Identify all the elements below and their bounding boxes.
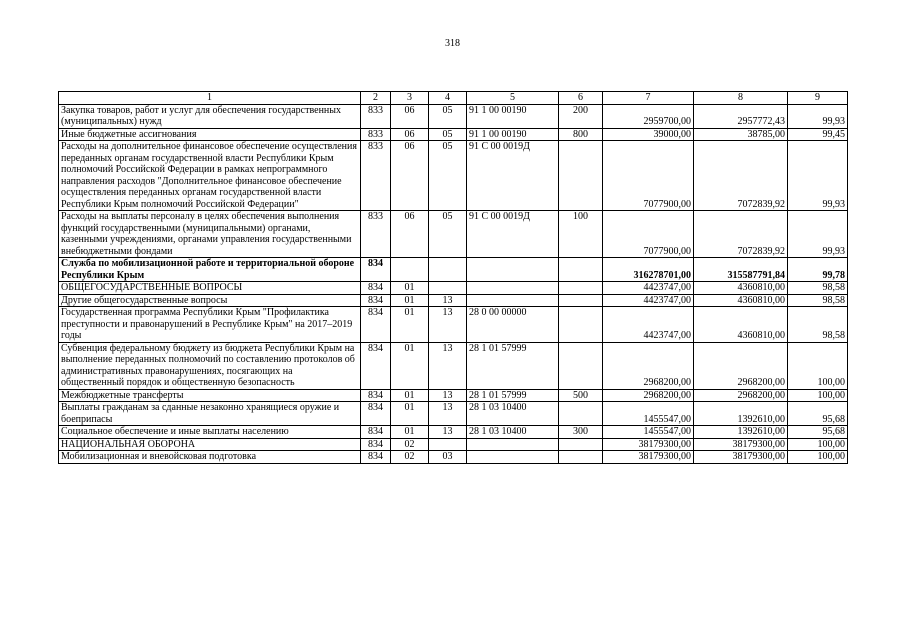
row-section: [391, 258, 429, 282]
row-expense-type: [559, 307, 603, 343]
row-description: Выплаты гражданам за сданные незаконно хранящиеся оружие и боеприпасы: [59, 402, 361, 426]
table-row: [59, 258, 848, 282]
row-admin-code: 834: [361, 426, 391, 439]
row-target-article: 91 С 00 0019Д: [467, 211, 559, 258]
row-description: Государственная программа Республики Крым "Профилактика преступности и правонарушений в Республике Крым" на 2017–2019 годы: [59, 307, 361, 343]
table-row: [59, 451, 848, 464]
row-description: Субвенция федеральному бюджету из бюджета Республики Крым на выполнение переданных полномочий по составлению протоколов об административных правонарушениях, посягающих на общественный порядок и общественную безопасность: [59, 342, 361, 389]
row-expense-type: [559, 258, 603, 282]
row-executed-amount: 2968200,00: [694, 342, 788, 389]
row-executed-amount: 38785,00: [694, 128, 788, 141]
row-subsection: 13: [429, 402, 467, 426]
table-row: [59, 438, 848, 451]
row-description: Другие общегосударственные вопросы: [59, 294, 361, 307]
row-admin-code: 833: [361, 141, 391, 211]
row-execution-percent: 95,68: [788, 402, 848, 426]
row-subsection: 13: [429, 426, 467, 439]
row-target-article: 28 1 01 57999: [467, 389, 559, 402]
row-section: 01: [391, 307, 429, 343]
row-executed-amount: 315587791,84: [694, 258, 788, 282]
row-description: Расходы на выплаты персоналу в целях обеспечения выполнения функций государственными (муниципальными) органами, казенными учреждениями, органами управления государственными внебюджетными фондами: [59, 211, 361, 258]
row-planned-amount: 2968200,00: [603, 389, 694, 402]
header-cell-1: 1: [59, 92, 361, 105]
row-description: Межбюджетные трансферты: [59, 389, 361, 402]
row-section: 02: [391, 451, 429, 464]
row-section: 01: [391, 389, 429, 402]
page-number: 318: [445, 38, 460, 49]
row-executed-amount: 4360810,00: [694, 282, 788, 295]
row-executed-amount: 1392610,00: [694, 402, 788, 426]
row-expense-type: 100: [559, 211, 603, 258]
row-target-article: 91 1 00 00190: [467, 104, 559, 128]
row-admin-code: 834: [361, 282, 391, 295]
row-execution-percent: 99,93: [788, 211, 848, 258]
row-section: 06: [391, 104, 429, 128]
header-cell-6: 6: [559, 92, 603, 105]
row-section: 01: [391, 342, 429, 389]
row-description: Расходы на дополнительное финансовое обеспечение осуществления переданных органам государственной власти Республики Крым полномочий Российской Федерации в рамках непрограммного направления расходов "Дополнительное финансовое обеспечение осуществления переданных органам государственной власти Республики Крым полномочий Российской Федерации": [59, 141, 361, 211]
row-target-article: 91 1 00 00190: [467, 128, 559, 141]
row-expense-type: [559, 438, 603, 451]
row-execution-percent: 100,00: [788, 451, 848, 464]
table-row: [59, 389, 848, 402]
row-expense-type: 200: [559, 104, 603, 128]
row-section: 01: [391, 294, 429, 307]
table-row: [59, 402, 848, 426]
row-target-article: 28 1 01 57999: [467, 342, 559, 389]
table-row: [59, 294, 848, 307]
row-target-article: 28 1 03 10400: [467, 402, 559, 426]
row-admin-code: 834: [361, 258, 391, 282]
row-admin-code: 834: [361, 389, 391, 402]
row-subsection: 03: [429, 451, 467, 464]
table-row: [59, 426, 848, 439]
header-cell-8: 8: [694, 92, 788, 105]
row-subsection: 13: [429, 342, 467, 389]
row-execution-percent: 100,00: [788, 438, 848, 451]
row-execution-percent: 99,45: [788, 128, 848, 141]
budget-table: [58, 91, 848, 464]
row-target-article: 91 С 00 0019Д: [467, 141, 559, 211]
row-planned-amount: 2968200,00: [603, 342, 694, 389]
row-description: Мобилизационная и вневойсковая подготовка: [59, 451, 361, 464]
row-target-article: [467, 438, 559, 451]
row-admin-code: 834: [361, 451, 391, 464]
row-admin-code: 833: [361, 104, 391, 128]
header-cell-2: 2: [361, 92, 391, 105]
row-subsection: 13: [429, 389, 467, 402]
row-section: 01: [391, 402, 429, 426]
row-planned-amount: 1455547,00: [603, 402, 694, 426]
row-execution-percent: 98,58: [788, 282, 848, 295]
table-row: [59, 141, 848, 211]
row-section: 06: [391, 211, 429, 258]
row-planned-amount: 39000,00: [603, 128, 694, 141]
table-row: [59, 104, 848, 128]
row-target-article: [467, 294, 559, 307]
row-expense-type: [559, 402, 603, 426]
row-section: 01: [391, 282, 429, 295]
row-admin-code: 834: [361, 294, 391, 307]
header-cell-4: 4: [429, 92, 467, 105]
row-subsection: [429, 282, 467, 295]
row-admin-code: 834: [361, 402, 391, 426]
row-planned-amount: 38179300,00: [603, 451, 694, 464]
row-planned-amount: 7077900,00: [603, 141, 694, 211]
row-execution-percent: 95,68: [788, 426, 848, 439]
row-subsection: 05: [429, 128, 467, 141]
row-executed-amount: 4360810,00: [694, 294, 788, 307]
table-row: [59, 282, 848, 295]
row-expense-type: [559, 282, 603, 295]
row-execution-percent: 99,78: [788, 258, 848, 282]
row-target-article: 28 1 03 10400: [467, 426, 559, 439]
row-admin-code: 834: [361, 438, 391, 451]
row-executed-amount: 4360810,00: [694, 307, 788, 343]
header-cell-5: 5: [467, 92, 559, 105]
row-planned-amount: 2959700,00: [603, 104, 694, 128]
header-cell-9: 9: [788, 92, 848, 105]
table-row: [59, 342, 848, 389]
row-description: Закупка товаров, работ и услуг для обеспечения государственных (муниципальных) нужд: [59, 104, 361, 128]
row-subsection: 05: [429, 141, 467, 211]
row-subsection: 13: [429, 307, 467, 343]
row-target-article: [467, 282, 559, 295]
row-admin-code: 833: [361, 211, 391, 258]
row-section: 06: [391, 128, 429, 141]
row-expense-type: 500: [559, 389, 603, 402]
row-admin-code: 834: [361, 342, 391, 389]
row-section: 01: [391, 426, 429, 439]
row-planned-amount: 4423747,00: [603, 307, 694, 343]
row-planned-amount: 7077900,00: [603, 211, 694, 258]
header-row: [59, 92, 848, 105]
row-executed-amount: 7072839,92: [694, 141, 788, 211]
row-description: НАЦИОНАЛЬНАЯ ОБОРОНА: [59, 438, 361, 451]
table-row: [59, 128, 848, 141]
header-cell-7: 7: [603, 92, 694, 105]
row-target-article: 28 0 00 00000: [467, 307, 559, 343]
row-target-article: [467, 451, 559, 464]
row-expense-type: [559, 451, 603, 464]
row-subsection: [429, 258, 467, 282]
row-executed-amount: 2968200,00: [694, 389, 788, 402]
row-expense-type: [559, 141, 603, 211]
row-execution-percent: 99,93: [788, 104, 848, 128]
table-row: [59, 307, 848, 343]
row-admin-code: 834: [361, 307, 391, 343]
row-expense-type: 800: [559, 128, 603, 141]
row-description: Служба по мобилизационной работе и территориальной обороне Республики Крым: [59, 258, 361, 282]
row-planned-amount: 4423747,00: [603, 294, 694, 307]
row-expense-type: [559, 294, 603, 307]
table-row: [59, 211, 848, 258]
row-description: Иные бюджетные ассигнования: [59, 128, 361, 141]
row-executed-amount: 2957772,43: [694, 104, 788, 128]
row-execution-percent: 100,00: [788, 389, 848, 402]
row-execution-percent: 99,93: [788, 141, 848, 211]
row-planned-amount: 316278701,00: [603, 258, 694, 282]
row-planned-amount: 38179300,00: [603, 438, 694, 451]
header-cell-3: 3: [391, 92, 429, 105]
row-admin-code: 833: [361, 128, 391, 141]
row-executed-amount: 38179300,00: [694, 451, 788, 464]
row-execution-percent: 98,58: [788, 294, 848, 307]
row-executed-amount: 1392610,00: [694, 426, 788, 439]
row-planned-amount: 4423747,00: [603, 282, 694, 295]
row-subsection: 13: [429, 294, 467, 307]
row-executed-amount: 7072839,92: [694, 211, 788, 258]
row-executed-amount: 38179300,00: [694, 438, 788, 451]
row-expense-type: 300: [559, 426, 603, 439]
row-description: Социальное обеспечение и иные выплаты населению: [59, 426, 361, 439]
row-subsection: [429, 438, 467, 451]
row-description: ОБЩЕГОСУДАРСТВЕННЫЕ ВОПРОСЫ: [59, 282, 361, 295]
row-planned-amount: 1455547,00: [603, 426, 694, 439]
row-execution-percent: 100,00: [788, 342, 848, 389]
row-subsection: 05: [429, 211, 467, 258]
row-subsection: 05: [429, 104, 467, 128]
row-section: 06: [391, 141, 429, 211]
row-section: 02: [391, 438, 429, 451]
row-execution-percent: 98,58: [788, 307, 848, 343]
row-expense-type: [559, 342, 603, 389]
row-target-article: [467, 258, 559, 282]
